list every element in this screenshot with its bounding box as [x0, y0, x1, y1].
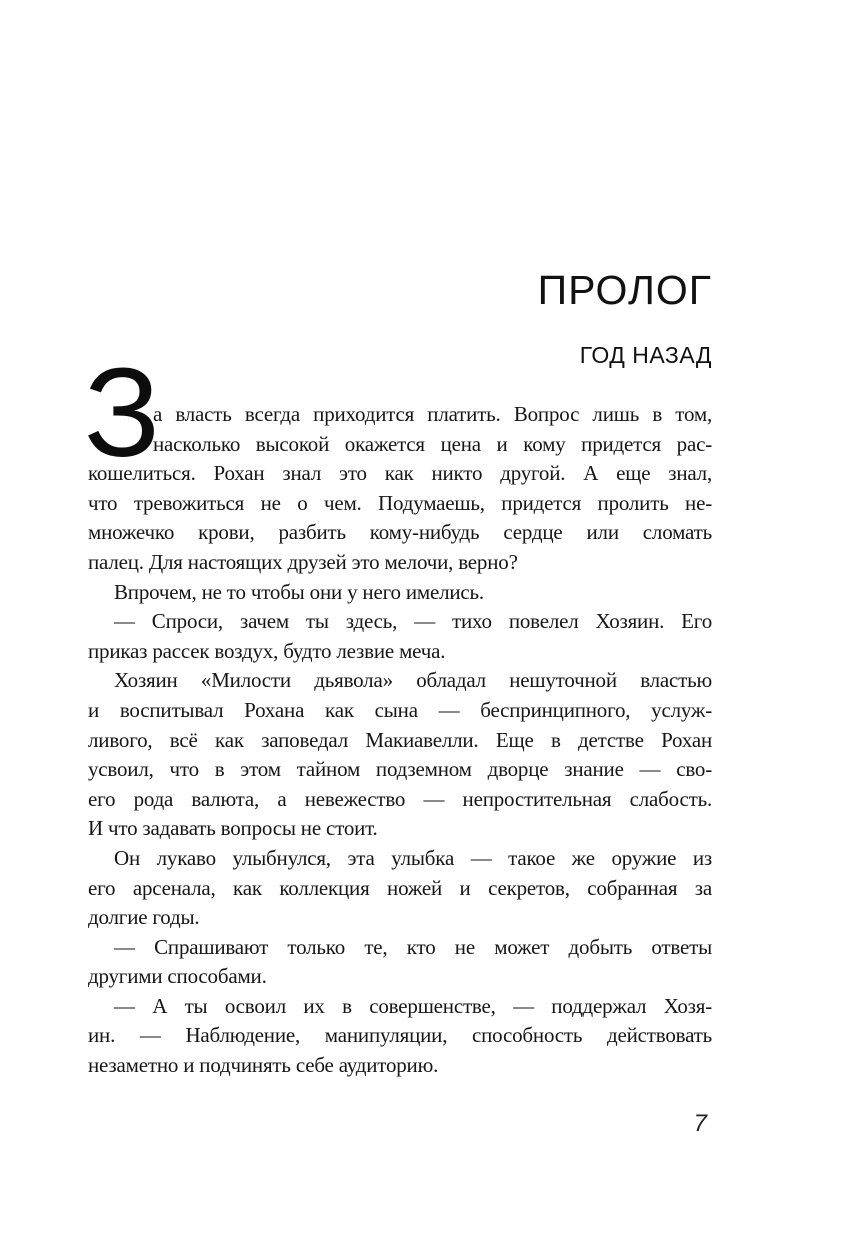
chapter-title: ПРОЛОГ: [537, 267, 712, 313]
text-line: — А ты освоил их в совершенстве, — поддержал Хозя-: [114, 993, 712, 1018]
text-line: — Спроси, зачем ты здесь, — тихо повелел Хозяин. Его: [114, 609, 712, 634]
drop-cap: З: [84, 342, 161, 483]
text-line: кошелиться. Рохан знал это как никто другой. А еще знал,: [88, 461, 712, 486]
text-line: а власть всегда приходится платить. Вопрос лишь в том,: [153, 402, 712, 426]
text-line: Он лукаво улыбнулся, эта улыбка — такое же оружие из: [114, 845, 712, 870]
text-line: — Спрашивают только те, кто не может добыть ответы: [114, 934, 712, 959]
text-line: приказ рассек воздух, будто лезвие меча.: [88, 638, 446, 663]
text-line: долгие годы.: [88, 905, 200, 930]
text-line: и воспитывал Рохана как сына — беспринципного, услуж-: [88, 697, 712, 722]
text-line: усвоил, что в этом тайном подземном дворце знание — сво-: [88, 757, 712, 782]
text-line: незаметно и подчинять себе аудиторию.: [88, 1053, 439, 1078]
text-line: Хозяин «Милости дьявола» обладал нешуточной властью: [114, 668, 712, 693]
text-line: ин. — Наблюдение, манипуляции, способность действовать: [88, 1023, 712, 1048]
text-line: другими способами.: [88, 964, 267, 989]
text-line: что тревожиться не о чем. Подумаешь, придется пролить не-: [88, 490, 712, 515]
chapter-subtitle: ГОД НАЗАД: [579, 342, 712, 368]
text-line: И что задавать вопросы не стоит.: [88, 816, 378, 841]
text-line: множечко крови, разбить кому-нибудь сердце или сломать: [88, 520, 712, 545]
text-line: его рода валюта, а невежество — непростительная слабость.: [88, 786, 712, 811]
text-line: его арсенала, как коллекция ножей и секретов, собранная за: [88, 875, 712, 900]
page-number: 7: [693, 1110, 707, 1137]
text-line: ливого, всё как заповедал Макиавелли. Еще в детстве Рохан: [88, 727, 712, 752]
text-line: насколько высокой окажется цена и кому придется рас-: [153, 431, 712, 456]
text-line: Впрочем, не то чтобы они у него имелись.: [114, 579, 484, 604]
text-line: палец. Для настоящих друзей это мелочи, верно?: [88, 549, 518, 574]
